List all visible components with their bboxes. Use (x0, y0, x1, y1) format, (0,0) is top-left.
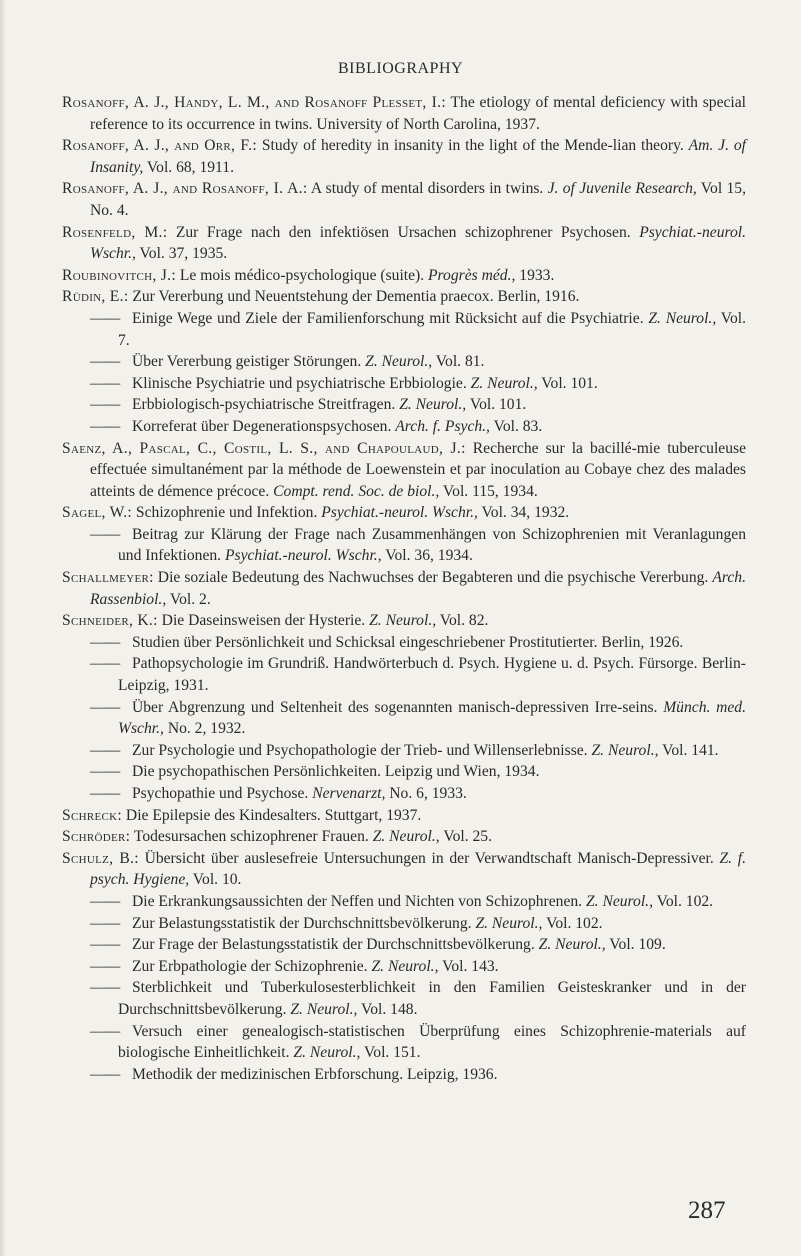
entry-journal: Z. Neurol., (369, 612, 437, 630)
entry-title: Versuch einer genealogisch-statistischen Überprüfung eines Schizophrenie-materials auf biologische Einheitlichkeit. (118, 1022, 746, 1062)
entry-journal: Z. Neurol., (372, 828, 440, 846)
entry-title: Zur Psychologie und Psychopathologie der Trieb- und Willenserlebnisse. (132, 741, 592, 759)
entry-author: Rosenfeld, M.: (62, 223, 168, 241)
ditto-dash (90, 913, 132, 935)
entry-volume: Vol. 10. (189, 871, 242, 889)
entry-title: Le mois médico-psychologique (suite). (175, 266, 429, 284)
entry-title: The etiology of mental deficiency with special reference to its occurrence in twins. University of North Carolina, 1937. (90, 94, 747, 133)
entry-volume: Vol. 151. (360, 1044, 421, 1062)
entry-author: Schröder: (62, 828, 131, 846)
entry-title: Zur Belastungsstatistik der Durchschnittsbevölkerung. (132, 914, 476, 932)
bibliography-entry (62, 567, 746, 610)
ditto-dash (90, 394, 132, 416)
entry-journal: Nervenarzt, (312, 785, 386, 802)
entry-author: Sagel, W.: (62, 504, 133, 522)
entry-journal: Z. Neurol., (585, 892, 653, 910)
bibliography-entry (62, 524, 746, 567)
bibliography-entry (62, 308, 746, 351)
entry-title: Zur Erbpathologie der Schizophrenie. (132, 957, 372, 975)
entry-title: Schizophrenie und Infektion. (132, 504, 322, 522)
bibliography-entry (62, 891, 746, 913)
entry-title: Korreferat über Degenerationspsychosen. (132, 417, 396, 435)
bibliography-entry (62, 761, 746, 783)
entry-journal: Z. Neurol., (365, 353, 433, 371)
entry-volume: No. 2, 1932. (163, 720, 246, 738)
bibliography-entry (62, 610, 746, 632)
entry-volume: Vol. 25. (439, 828, 492, 846)
entry-volume: No. 6, 1933. (385, 785, 467, 802)
entry-title: Die soziale Bedeutung des Nachwuchses der Begabteren und die psychische Vererbung. (153, 569, 713, 587)
bibliography-entry (62, 135, 746, 178)
bibliography-entry (62, 92, 746, 135)
entry-journal: J. of Juvenile Research, (547, 180, 697, 198)
ditto-dash (90, 653, 132, 675)
bibliography-entry (62, 1064, 746, 1086)
entry-volume: Vol. 36, 1934. (381, 547, 473, 565)
entry-journal: Psychiat.-neurol. Wschr., (224, 547, 382, 565)
entry-volume: Vol. 102. (652, 892, 714, 910)
entry-journal: Psychiat.-neurol. Wschr., (321, 504, 478, 522)
running-head: BIBLIOGRAPHY (337, 60, 464, 77)
entry-title: Todesursachen schizophrener Frauen. (130, 828, 373, 846)
entry-title: Übersicht über auslesefreie Untersuchungen in der Verwandtschaft Manisch-Depressiver. (138, 849, 720, 867)
entry-volume: Vol. 102. (542, 914, 603, 932)
entry-journal: Z. Neurol., (538, 936, 606, 954)
entry-author: Roubinovitch, J.: (62, 266, 176, 284)
ditto-dash (90, 697, 132, 719)
entry-journal: Arch. Rassenbiol., (90, 569, 746, 608)
entry-author: Schneider, K.: (62, 612, 158, 630)
ditto-dash (90, 1064, 132, 1086)
entry-volume: Vol. 101. (537, 374, 598, 392)
bibliography-entry (62, 913, 746, 935)
entry-title: Über Abgrenzung und Seltenheit des sogenannten manisch-depressiven Irre-seins. (132, 698, 664, 716)
bibliography-entry (62, 178, 746, 221)
ditto-dash (90, 761, 132, 783)
ditto-dash (90, 308, 132, 330)
entry-volume: Vol. 34, 1932. (477, 504, 570, 522)
entry-title: Studien über Persönlichkeit und Schicksal eingeschriebener Prostitutierter. Berlin, 1926. (132, 633, 684, 651)
ditto-dash (90, 956, 132, 978)
entry-volume: Vol. 83. (489, 417, 543, 435)
entry-author: Schreck: (62, 806, 123, 824)
entry-volume: Vol. 2. (166, 590, 211, 608)
entry-author: Rosanoff, A. J., Handy, L. M., and Rosanoff Plesset, I.: (62, 94, 447, 111)
bibliography-entry (62, 697, 746, 740)
entry-title: Pathopsychologie im Grundriß. Handwörterbuch d. Psych. Hygiene u. d. Psych. Fürsorge. Berlin-Leipzig, 1931. (118, 655, 746, 695)
entry-title: Study of heredity in insanity in the light of the Mende-lian theory. (256, 137, 689, 155)
entry-journal: Z. Neurol., (371, 957, 439, 975)
entry-volume: Vol. 101. (466, 396, 527, 414)
ditto-dash (90, 977, 132, 999)
entry-volume: Vol. 115, 1934. (439, 482, 538, 500)
entry-title: A study of mental disorders in twins. (307, 180, 548, 198)
bibliography-list (62, 92, 746, 1085)
entry-volume: Vol. 68, 1911. (143, 158, 234, 176)
entry-title: Zur Frage der Belastungsstatistik der Durchschnittsbevölkerung. (132, 936, 539, 954)
page-number: 287 (688, 1197, 726, 1224)
bibliography-entry (62, 934, 746, 956)
bibliography-entry (62, 438, 746, 503)
entry-volume: Vol. 148. (357, 1000, 418, 1018)
entry-title: Die psychopathischen Persönlichkeiten. Leipzig und Wien, 1934. (132, 763, 540, 781)
ditto-dash (90, 783, 132, 805)
entry-title: Sterblichkeit und Tuberkulosesterblichkeit in den Familien Geisteskranker und in der Durchschnittsbevölkerung. (118, 979, 746, 1018)
bibliography-entry (62, 956, 746, 978)
entry-author: Saenz, A., Pascal, C., Costil, L. S., and Chapoulaud, J.: (62, 439, 466, 457)
entry-volume: Vol. 143. (438, 957, 499, 975)
entry-volume: Vol. 37, 1935. (135, 245, 228, 263)
entry-volume: Vol. 82. (436, 612, 489, 630)
bibliography-entry (62, 826, 746, 848)
entry-author: Schulz, B.: (62, 849, 139, 867)
entry-title: Beitrag zur Klärung der Frage nach Zusammenhängen von Schizophrenien mit Veranlagungen und Infektionen. (118, 525, 746, 565)
entry-journal: Z. Neurol., (591, 741, 659, 759)
entry-title: Über Vererbung geistiger Störungen. (132, 353, 366, 371)
entry-title: Erbbiologisch-psychiatrische Streitfragen. (132, 396, 400, 414)
entry-title: Die Erkrankungsaussichten der Neffen und Nichten von Schizophrenen. (132, 892, 586, 910)
bibliography-entry (62, 265, 746, 287)
bibliography-entry (62, 286, 746, 308)
entry-title: Die Epilepsie des Kindesalters. Stuttgart, 1937. (122, 806, 422, 824)
ditto-dash (90, 934, 132, 956)
entry-volume: Vol 15, No. 4. (90, 180, 746, 219)
entry-title: Zur Vererbung und Neuentstehung der Dementia praecox. Berlin, 1916. (128, 288, 580, 306)
entry-journal: Z. Neurol., (470, 374, 538, 392)
entry-journal: Münch. med. Wschr., (118, 698, 746, 738)
entry-volume: Vol. 109. (605, 936, 666, 954)
entry-title: Methodik der medizinischen Erbforschung. Leipzig, 1936. (132, 1065, 498, 1083)
bibliography-entry (62, 1021, 746, 1064)
entry-journal: Z. f. psych. Hygiene, (90, 849, 746, 889)
ditto-dash (90, 373, 132, 395)
bibliography-entry (62, 394, 746, 416)
entry-author: Schallmeyer: (62, 569, 154, 587)
bibliography-entry (62, 740, 746, 762)
entry-author: Rüdin, E.: (62, 288, 129, 306)
bibliography-entry (62, 222, 746, 265)
bibliography-entry (62, 502, 746, 524)
bibliography-entry (62, 416, 746, 438)
entry-journal: Z. Neurol., (293, 1044, 361, 1062)
ditto-dash (90, 416, 132, 438)
bibliography-entry (62, 848, 746, 891)
entry-journal: Z. Neurol., (399, 396, 467, 414)
entry-journal: Z. Neurol., (475, 914, 543, 932)
ditto-dash (90, 891, 132, 913)
entry-journal: Z. Neurol., (290, 1000, 358, 1018)
page-edge (0, 0, 6, 1256)
ditto-dash (90, 1021, 132, 1043)
ditto-dash (90, 740, 132, 762)
entry-author: Rosanoff, A. J., and Rosanoff, I. A.: (62, 180, 308, 198)
bibliography-entry (62, 351, 746, 373)
entry-title: Recherche sur la bacillé-mie tuberculeuse effectuée simultanément par la méthode de Loewenstein et par inoculation au Cobaye chez des malades atteints de démence précoce. (90, 439, 747, 500)
bibliography-entry (62, 783, 746, 805)
entry-title: Die Daseinsweisen der Hysterie. (157, 612, 370, 630)
bibliography-entry (62, 632, 746, 654)
entry-volume: Vol. 81. (432, 353, 485, 371)
bibliography-entry (62, 373, 746, 395)
entry-title: Einige Wege und Ziele der Familienforschung mit Rücksicht auf die Psychiatrie. (132, 309, 649, 327)
entry-journal: Z. Neurol., (648, 309, 717, 327)
ditto-dash (90, 524, 132, 546)
ditto-dash (90, 632, 132, 654)
entry-volume: Vol. 141. (658, 741, 719, 759)
ditto-dash (90, 351, 132, 373)
bibliography-entry (62, 977, 746, 1020)
entry-volume: Vol. 7. (118, 309, 746, 349)
entry-journal: Arch. f. Psych., (395, 417, 490, 435)
entry-volume: 1933. (515, 266, 555, 284)
entry-journal: Compt. rend. Soc. de biol., (273, 482, 440, 500)
bibliography-entry (62, 653, 746, 696)
bibliography-entry (62, 805, 746, 827)
entry-journal: Progrès méd., (428, 266, 516, 284)
entry-title: Klinische Psychiatrie und psychiatrische Erbbiologie. (132, 374, 471, 392)
entry-title: Psychopathie und Psychose. (132, 785, 313, 802)
entry-journal: Am. J. of Insanity, (90, 137, 746, 176)
entry-journal: Psychiat.-neurol. Wschr., (90, 223, 747, 263)
entry-title: Zur Frage nach den infektiösen Ursachen schizophrener Psychosen. (167, 223, 640, 241)
entry-author: Rosanoff, A. J., and Orr, F.: (62, 137, 257, 155)
